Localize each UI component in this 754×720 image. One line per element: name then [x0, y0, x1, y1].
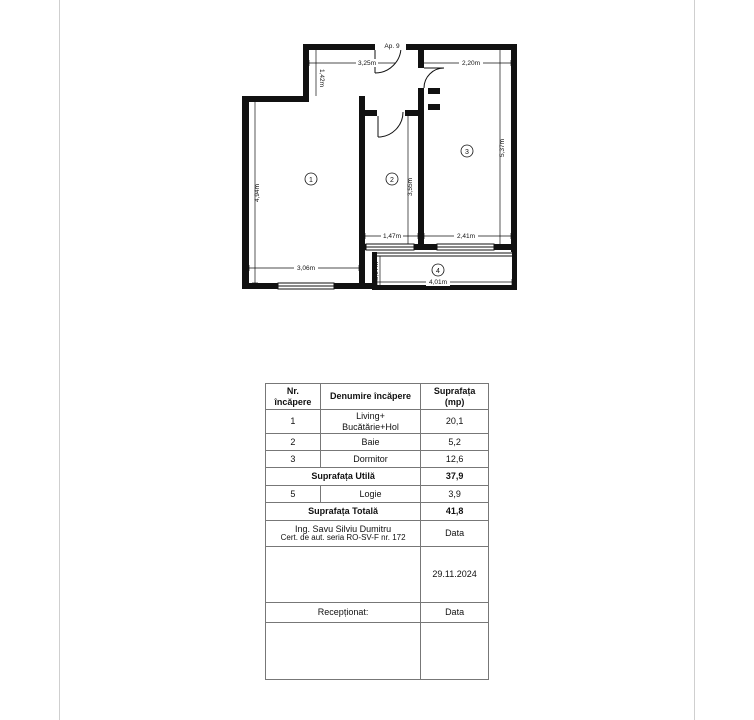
room-1-number: 1	[309, 177, 313, 184]
dim-bedroom-top-width: 2,20m	[461, 60, 481, 67]
table-row	[266, 486, 489, 503]
table-row	[266, 434, 489, 451]
dim-living-height: 4,94m	[254, 183, 261, 203]
useful-area-label: Suprafața Utilă	[266, 468, 421, 486]
table-row	[266, 451, 489, 468]
dim-living-top-width: 3,25m	[357, 60, 377, 67]
total-area-value: 41,8	[421, 503, 489, 521]
apartment-label: Ap. 9	[384, 43, 400, 50]
header-name: Denumire încăpere	[320, 384, 420, 410]
received-date-cell	[421, 623, 489, 680]
room-3-number: 3	[465, 149, 469, 156]
header-area: Suprafața (mp)	[421, 384, 489, 410]
table-row	[266, 410, 489, 434]
received-signature-row	[266, 623, 489, 680]
engineer-row	[266, 521, 489, 547]
row-nr: 3	[266, 451, 321, 468]
dim-balcony-width: 4,01m	[428, 279, 448, 286]
row-area: 20,1	[421, 410, 489, 434]
row-area: 3,9	[421, 486, 489, 503]
dim-bath-width: 1,47m	[382, 233, 402, 240]
row-name-line1: Living+	[356, 411, 385, 422]
useful-area-row	[266, 468, 489, 486]
received-date-header: Data	[421, 603, 489, 623]
dim-bedroom-width: 2,41m	[456, 233, 476, 240]
engineer-signature-cell	[266, 547, 421, 603]
date-value: 29.11.2024	[421, 547, 489, 603]
row-area: 5,2	[421, 434, 489, 451]
engineer-name: Ing. Savu Silviu Dumitru	[295, 523, 392, 534]
rooms-table	[265, 383, 489, 680]
row-area: 12,6	[421, 451, 489, 468]
table-header-row	[266, 384, 489, 410]
room-2-number: 2	[390, 177, 394, 184]
row-name-line2: Bucătărie+Hol	[342, 421, 399, 432]
engineer-cert: Cert. de aut. seria RO-SV-F nr. 172	[280, 533, 406, 543]
row-name: Dormitor	[320, 451, 420, 468]
row-name: Baie	[320, 434, 420, 451]
useful-area-value: 37,9	[421, 468, 489, 486]
received-signature-cell	[266, 623, 421, 680]
row-nr: 5	[266, 486, 321, 503]
dim-balcony-depth: 0,97m	[373, 261, 380, 281]
row-nr: 1	[266, 410, 321, 434]
received-label: Recepționat:	[266, 603, 421, 623]
rooms-table-wrap	[265, 383, 489, 680]
row-nr: 2	[266, 434, 321, 451]
engineer-cell	[266, 521, 421, 547]
signature-row	[266, 547, 489, 603]
dim-bedroom-height: 5,37m	[499, 138, 506, 158]
dim-bath-height: 3,55m	[407, 177, 414, 197]
room-4-number: 4	[436, 268, 440, 275]
row-name: Logie	[320, 486, 420, 503]
dim-living-width: 3,06m	[296, 265, 316, 272]
received-row	[266, 603, 489, 623]
total-area-label: Suprafața Totală	[266, 503, 421, 521]
total-area-row	[266, 503, 489, 521]
dim-entry-depth: 1,42m	[318, 68, 325, 88]
date-header: Data	[421, 521, 489, 547]
row-name	[320, 410, 420, 434]
header-nr: Nr. încăpere	[266, 384, 321, 410]
